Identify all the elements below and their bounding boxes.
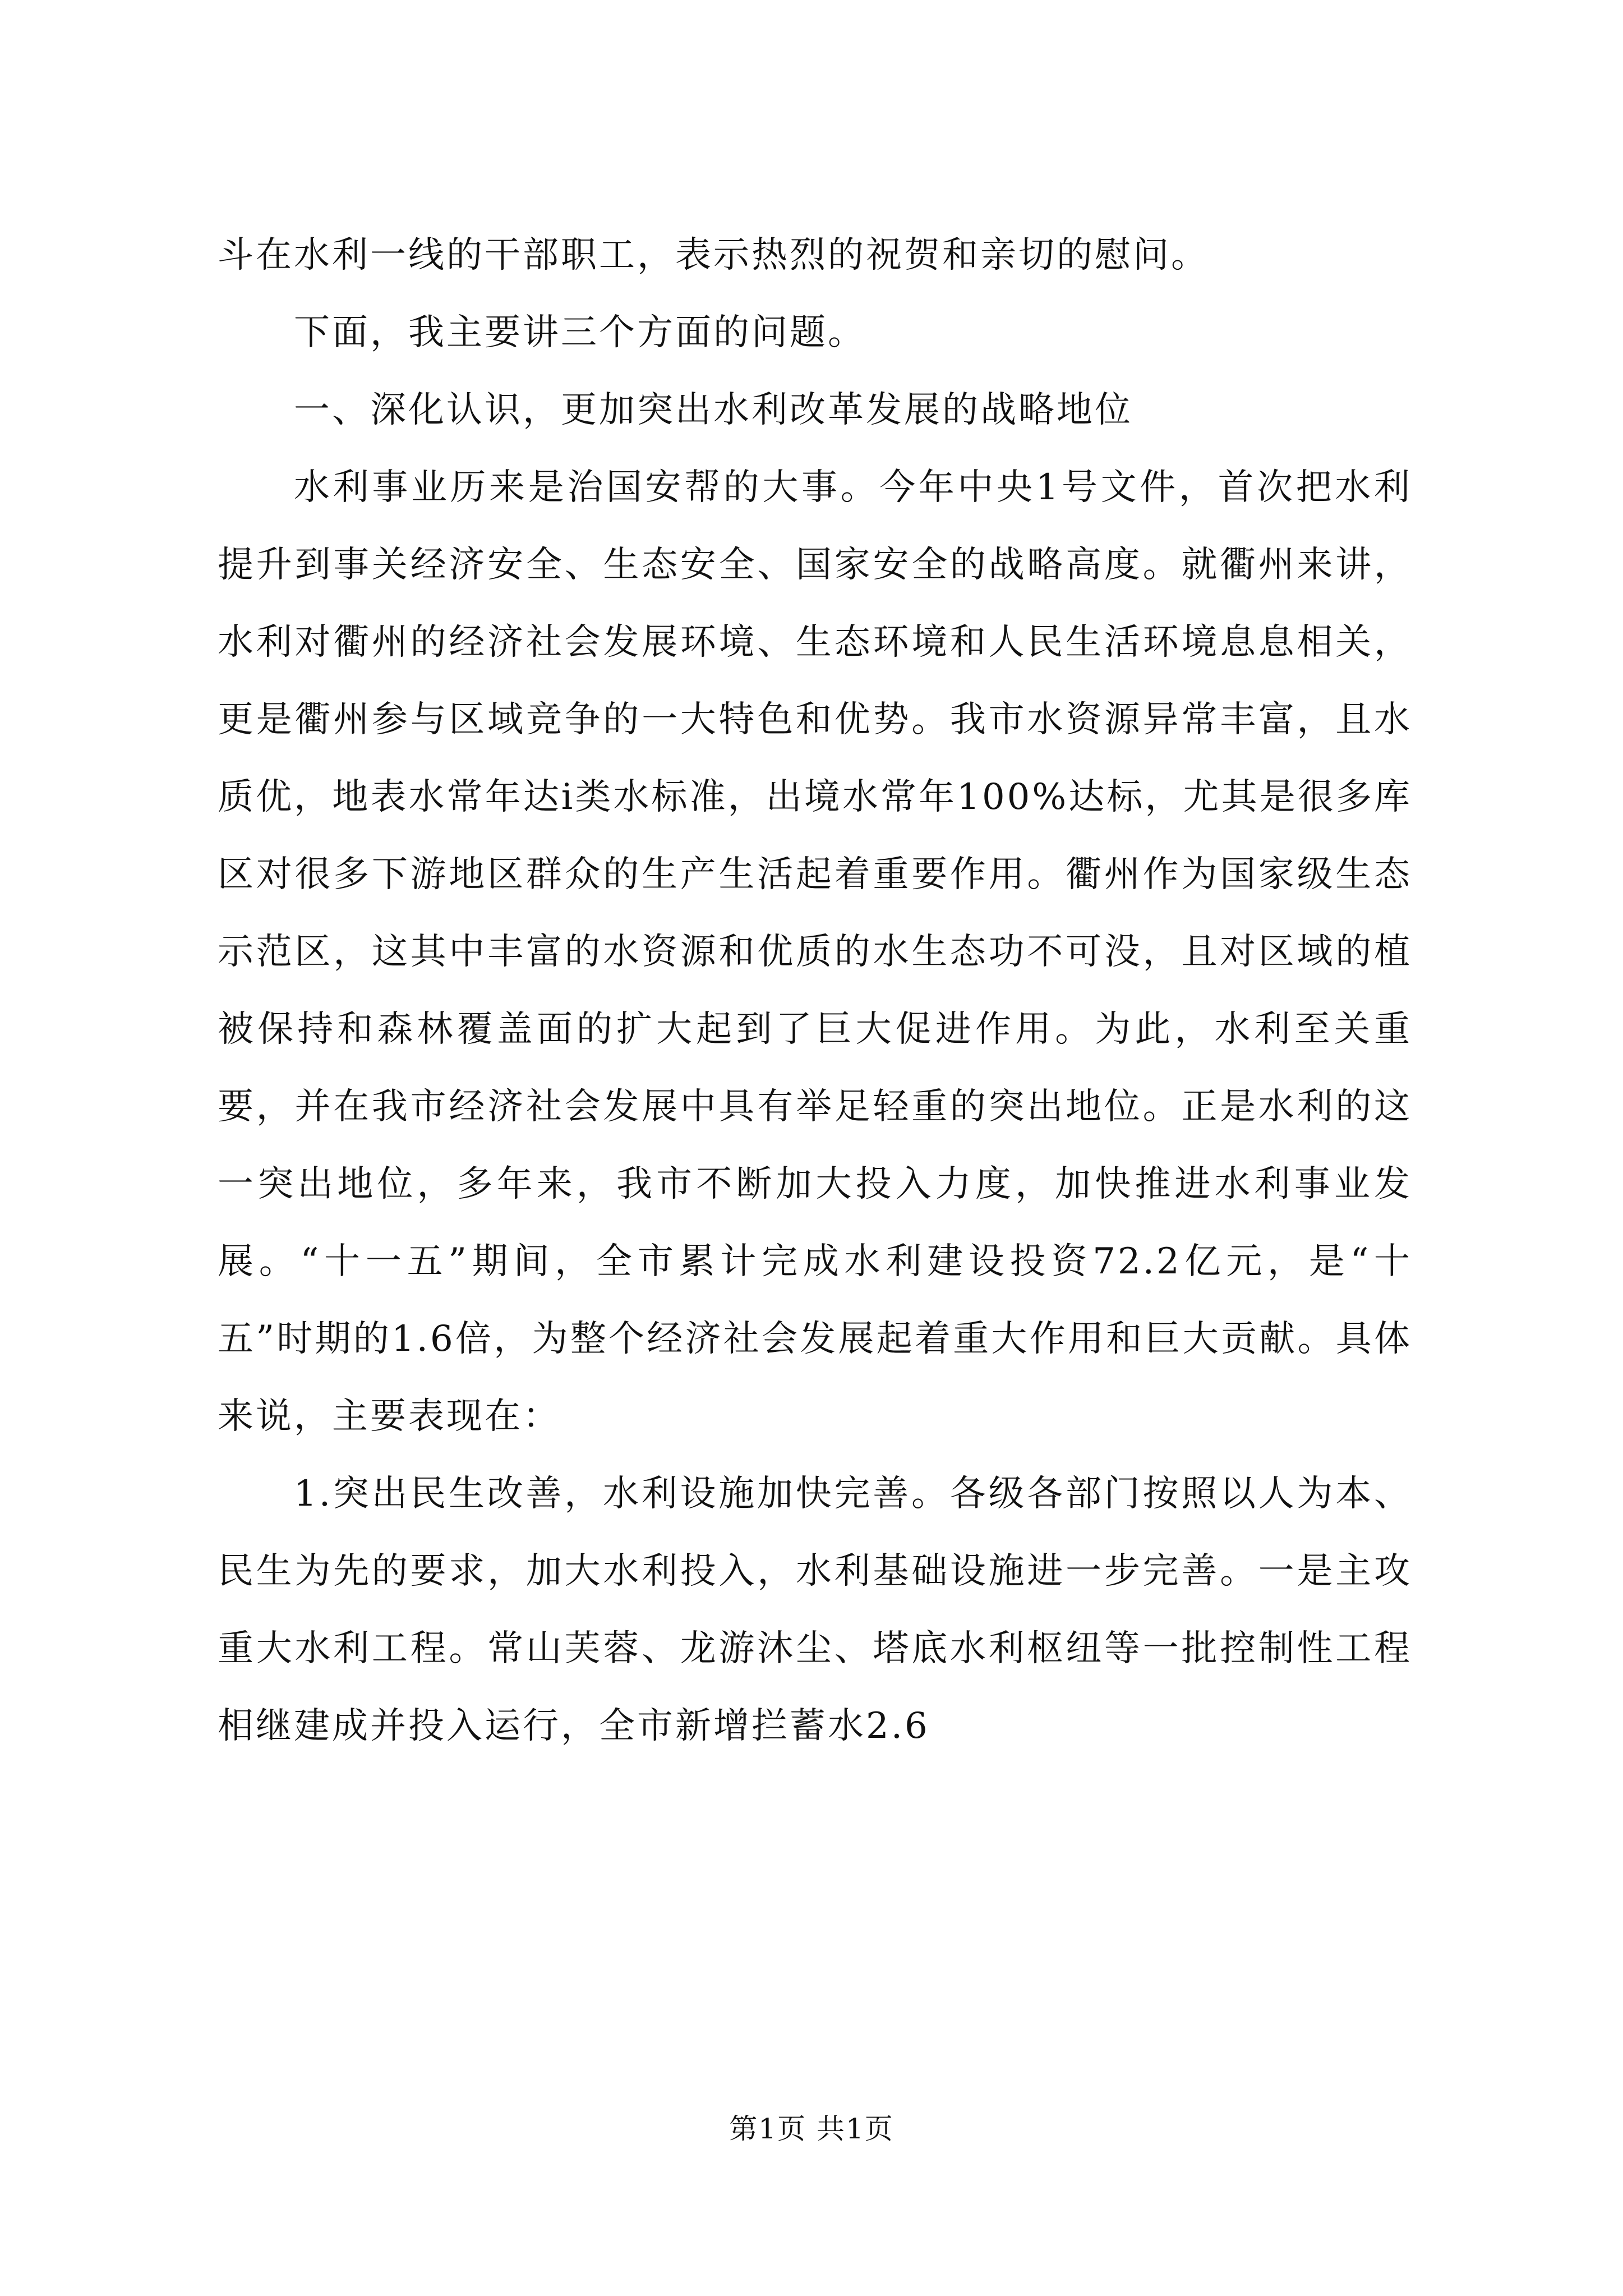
section-heading: 一、深化认识，更加突出水利改革发展的战略地位: [294, 389, 1133, 431]
paragraph-intro: 下面，我主要讲三个方面的问题。: [294, 312, 866, 353]
document-body: [218, 217, 1412, 1765]
page-footer: 第1页 共1页: [729, 2113, 894, 2145]
paragraph-water-importance: 水利事业历来是治国安帮的大事。今年中央1号文件，首次把水利提升到事关经济安全、生态安全、国家安全的战略高度。就衢州来讲，水利对衢州的经济社会发展环境、生态环境和人民生活环境息息相关，更是衢州参与区域竞争的一大特色和优势。我市水资源异常丰富，且水质优，地表水常年达ⅰ类水标准，出境水常年100%达标，尤其是很多库区对很多下游地区群众的生产生活起着重要作用。衢州作为国家级生态示范区，这其中丰富的水资源和优质的水生态功不可没，且对区域的植被保持和森林覆盖面的扩大起到了巨大促进作用。为此，水利至关重要，并在我市经济社会发展中具有举足轻重的突出地位。正是水利的这一突出地位，多年来，我市不断加大投入力度，加快推进水利事业发展。“十一五”期间，全市累计完成水利建设投资72.2亿元，是“十五”时期的1.6倍，为整个经济社会发展起着重大作用和巨大贡献。具体来说，主要表现在：: [218, 467, 1412, 1437]
paragraph-livelihood: 1.突出民生改善，水利设施加快完善。各级各部门按照以人为本、民生为先的要求，加大水利投入，水利基础设施进一步完善。一是主攻重大水利工程。常山芙蓉、龙游沐尘、塔底水利枢纽等一批控制性工程相继建成并投入运行，全市新增拦蓄水2.6: [218, 1473, 1412, 1747]
paragraph-continuation: 斗在水利一线的干部职工，表示热烈的祝贺和亲切的慰问。: [218, 234, 1209, 276]
